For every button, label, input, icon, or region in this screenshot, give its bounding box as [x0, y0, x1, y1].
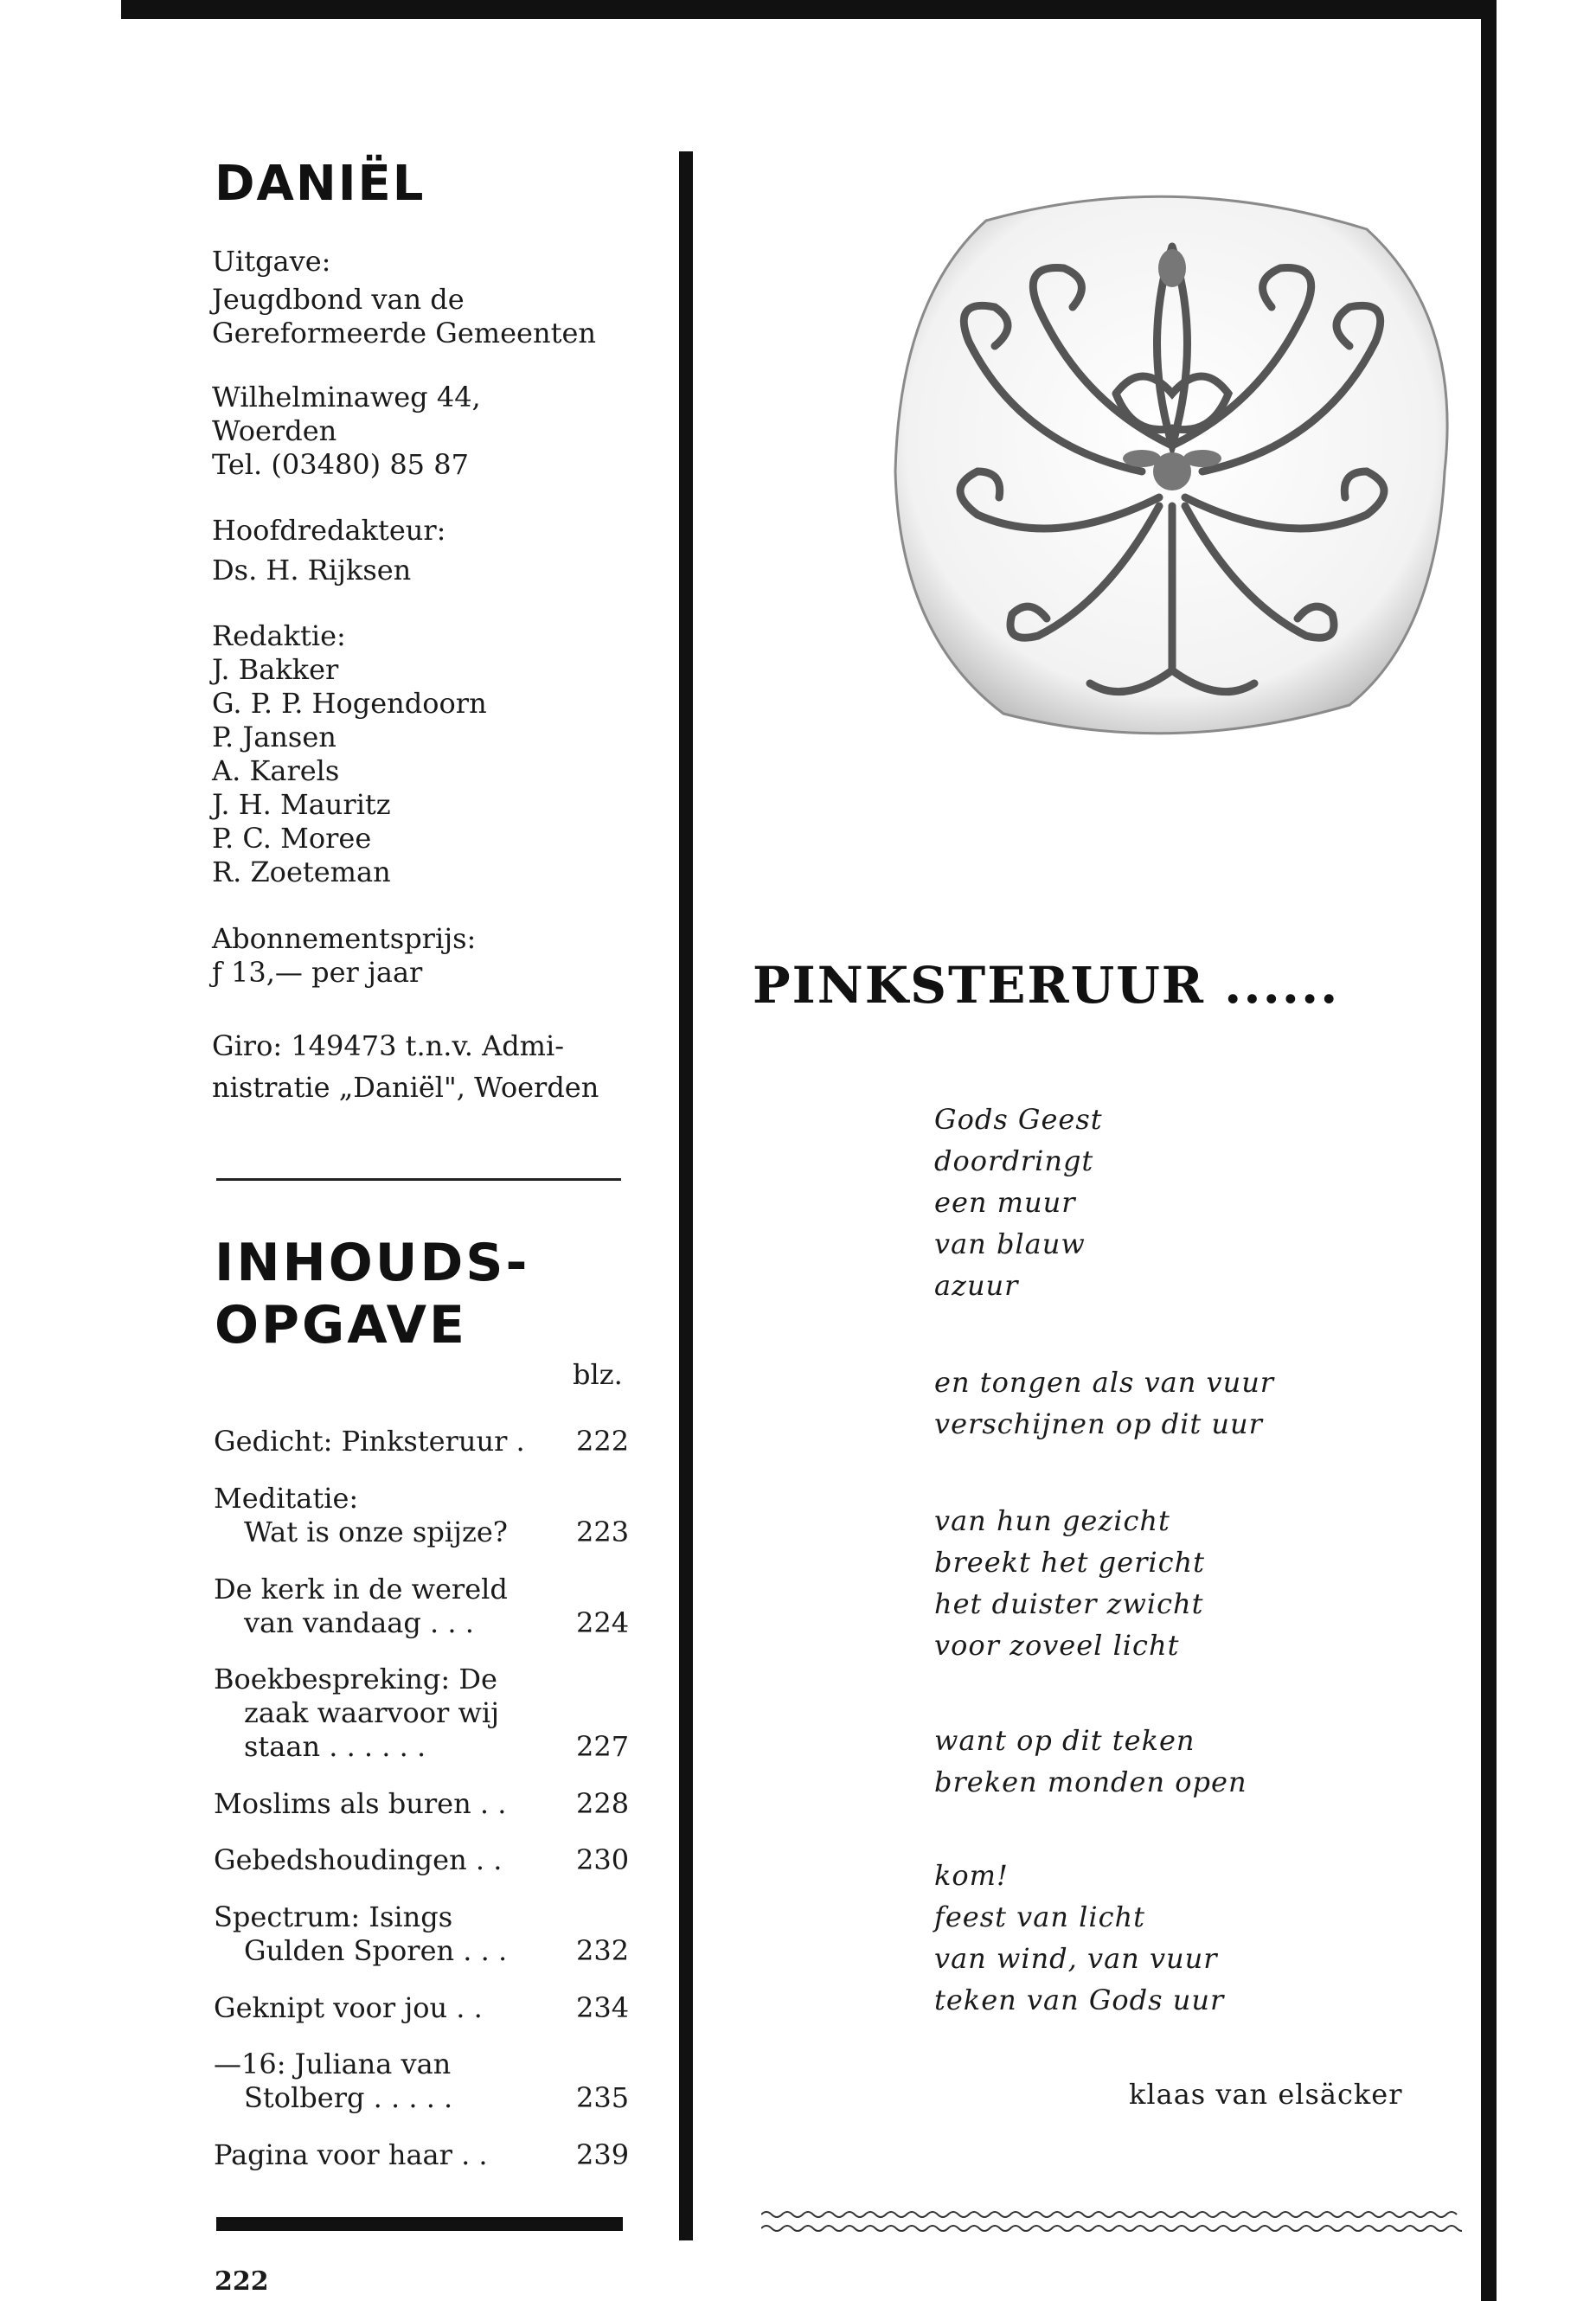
toc-entry-line: Moslims als buren . .	[214, 1787, 507, 1820]
poem-line: van wind, van vuur	[934, 1942, 1218, 1975]
ornament-illustration	[882, 186, 1462, 740]
chief-editor-name: Ds. H. Rijksen	[212, 554, 412, 586]
subscription-price: ƒ 13,— per jaar	[212, 956, 423, 989]
toc-entry-page: 239	[576, 2138, 630, 2171]
toc-entry	[214, 1663, 499, 1764]
toc-title-line: OPGAVE	[215, 1295, 468, 1356]
toc-entry-line: Pagina voor haar . .	[214, 2138, 488, 2171]
editors-list	[212, 653, 487, 889]
giro-line: nistratie „Daniël", Woerden	[212, 1071, 599, 1104]
poem-line: feest van licht	[934, 1900, 1145, 1933]
editor-name: J. Bakker	[212, 653, 339, 686]
address-line: Woerden	[212, 414, 337, 447]
poem-line: breekt het gericht	[934, 1546, 1205, 1579]
top-border-bar	[121, 0, 1497, 19]
poem-line: teken van Gods uur	[934, 1984, 1225, 2016]
toc-entry-line: Wat is onze spijze?	[244, 1516, 508, 1548]
toc-entry	[214, 2138, 488, 2172]
poem-line: voor zoveel licht	[934, 1629, 1180, 1662]
publisher-line: Gereformeerde Gemeenten	[212, 317, 596, 349]
poem-stanza	[934, 1362, 1274, 1445]
page-number: 222	[215, 2266, 269, 2297]
publisher-block	[212, 283, 596, 350]
poem-line: van hun gezicht	[934, 1504, 1170, 1537]
poem-stanza	[934, 1855, 1224, 2021]
toc-entry	[214, 1425, 525, 1458]
address-line: Wilhelminaweg 44,	[212, 381, 481, 413]
poem-line: van blauw	[934, 1227, 1086, 1260]
toc-entry-line: staan . . . . . .	[244, 1730, 426, 1763]
toc-entry	[214, 1900, 507, 1968]
toc-entry	[214, 1573, 508, 1640]
toc-entry	[214, 1482, 508, 1549]
poem-line: een muur	[934, 1186, 1076, 1219]
toc-entry-page: 230	[576, 1843, 630, 1876]
subscription-label: Abonnementsprijs:	[212, 922, 477, 955]
poem-author: klaas van elsäcker	[1129, 2078, 1403, 2111]
masthead-title: DANIËL	[215, 156, 426, 212]
poem-stanza	[934, 1720, 1247, 1803]
toc-entry	[214, 2048, 452, 2115]
poem-line: kom!	[934, 1859, 1009, 1892]
toc-entry-page: 232	[576, 1934, 630, 1967]
chief-editor-label: Hoofdredakteur:	[212, 514, 446, 547]
giro-block	[212, 1025, 599, 1108]
toc-entry-line: van vandaag . . .	[244, 1606, 474, 1639]
toc-entry-line: Boekbespreking: De	[214, 1663, 497, 1695]
poem-line: want op dit teken	[934, 1724, 1195, 1757]
editor-name: P. Jansen	[212, 721, 337, 753]
toc-entry-line: Gebedshoudingen . .	[214, 1843, 503, 1876]
toc-entry-line: zaak waarvoor wij	[244, 1696, 500, 1729]
toc-entry-line: Gulden Sporen . . .	[244, 1934, 508, 1967]
poem-line: en tongen als van vuur	[934, 1366, 1275, 1399]
editors-label: Redaktie:	[212, 619, 346, 652]
editor-name: J. H. Mauritz	[212, 788, 391, 821]
wavy-divider	[761, 2204, 1462, 2239]
toc-entry	[214, 1787, 506, 1821]
toc-entry	[214, 1991, 483, 2025]
poem-line: verschijnen op dit uur	[934, 1407, 1263, 1440]
toc-entry	[214, 1843, 502, 1877]
toc-entry-page: 224	[576, 1606, 630, 1639]
toc-entry-page: 223	[576, 1516, 630, 1548]
toc-entry-line: Geknipt voor jou . .	[214, 1991, 483, 2024]
address-block	[212, 381, 481, 482]
toc-entry-line: Stolberg . . . . .	[244, 2081, 453, 2114]
poem-stanza	[934, 1500, 1205, 1666]
right-border-bar	[1481, 10, 1497, 2301]
toc-title	[215, 1232, 529, 1356]
toc-entry-page: 234	[576, 1991, 630, 2024]
column-divider	[679, 151, 693, 2240]
toc-entry-page: 222	[576, 1425, 630, 1458]
poem-title: PINKSTERUUR ......	[753, 956, 1340, 1015]
toc-page-header: blz.	[573, 1358, 623, 1391]
toc-title-line: INHOUDS-	[215, 1233, 530, 1293]
toc-entry-line: De kerk in de wereld	[214, 1573, 508, 1606]
toc-entry-line: Meditatie:	[214, 1482, 359, 1515]
editor-name: R. Zoeteman	[212, 856, 391, 888]
editor-name: P. C. Moree	[212, 822, 372, 855]
publisher-label: Uitgave:	[212, 245, 331, 278]
publisher-line: Jeugdbond van de	[212, 283, 465, 316]
poem-stanza	[934, 1099, 1103, 1306]
poem-line: doordringt	[934, 1144, 1094, 1177]
toc-entry-page: 227	[576, 1730, 630, 1763]
toc-entry-line: Spectrum: Isings	[214, 1900, 453, 1933]
poem-line: azuur	[934, 1269, 1019, 1302]
footer-rule	[216, 2217, 623, 2231]
toc-entry-line: —16: Juliana van	[214, 2048, 452, 2080]
toc-entry-page: 235	[576, 2081, 630, 2114]
poem-line: het duister zwicht	[934, 1587, 1204, 1620]
phone-line: Tel. (03480) 85 87	[212, 448, 469, 481]
editor-name: A. Karels	[212, 754, 340, 787]
poem-line: breken monden open	[934, 1766, 1247, 1798]
toc-entry-line: Gedicht: Pinksteruur .	[214, 1425, 525, 1458]
section-rule	[216, 1178, 621, 1181]
poem-line: Gods Geest	[934, 1103, 1103, 1136]
editor-name: G. P. P. Hogendoorn	[212, 687, 487, 720]
toc-entry-page: 228	[576, 1787, 630, 1820]
giro-line: Giro: 149473 t.n.v. Admi-	[212, 1029, 565, 1062]
